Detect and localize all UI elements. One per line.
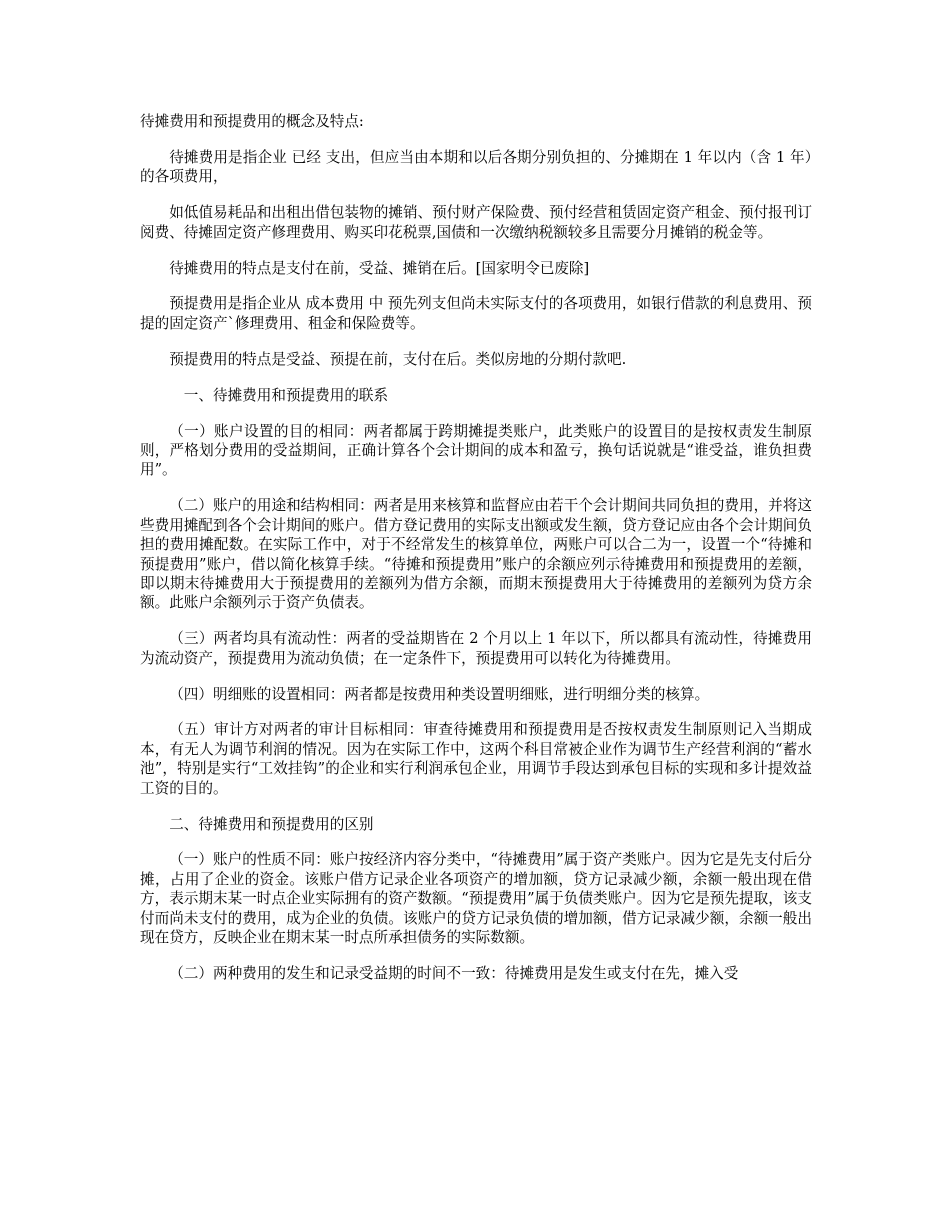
paragraph-accrued-feature: 预提费用的特点是受益、预提在前，支付在后。类似房地的分期付款吧. (169, 350, 627, 368)
paragraph-accrued-definition: 预提费用是指企业从 成本费用 中 预先列支但尚未实际支付的各项费用，如银行借款的利息费用、预提的固定资产`修理费用、租金和保险费等。 (140, 295, 812, 332)
relation-item-5: （五）审计方对两者的审计目标相同：审查待摊费用和预提费用是否按权责发生制原则记入当期成本，有无人为调节利润的情况。因为在实际工作中，这两个科目常被企业作为调节生产经营利润的“蓄水池”，特别是实行“工效挂钩”的企业和实行利润承包企业，用调节手段达到承包目标的实现和多计提效益工资的目的。 (140, 721, 812, 797)
paragraph-prepaid-examples: 如低值易耗品和出租出借包装物的摊销、预付财产保险费、预付经营租赁固定资产租金、预付报刊订阅费、待摊固定资产修理费用、购买印花税票,国债和一次缴纳税额较多且需要分月摊销的税金等。 (140, 204, 812, 241)
document-page (140, 112, 812, 983)
difference-item-1: （一）账户的性质不同：账户按经济内容分类中，“待摊费用”属于资产类账户。因为它是先支付后分摊，占用了企业的资金。该账户借方记录企业各项资产的增加额，贷方记录减少额，余额一般出现在借方，表示期末某一时点企业实际拥有的资产数额。“预提费用”属于负债类账户。因为它是预先提取，该支付而尚未支付的费用，成为企业的负债。该账户的贷方记录负债的增加额，借方记录减少额，余额一般出现在贷方，反映企业在期末某一时点所承担债务的实际数额。 (140, 851, 812, 947)
relation-item-2: （二）账户的用途和结构相同：两者是用来核算和监督应由若干个会计期间共同负担的费用，并将这些费用摊配到各个会计期间的账户。借方登记费用的实际支出额或发生额，贷方登记应由各个会计期间负担的费用摊配数。在实际工作中，对于不经常发生的核算单位，两账户可以合二为一，设置一个“待摊和预提费用”账户，借以简化核算手续。“待摊和预提费用”账户的余额应列示待摊费用和预提费用的差额，即以期末待摊费用大于预提费用的差额列为借方余额，而期末预提费用大于待摊费用的差额列为贷方余额。此账户余额列示于资产负债表。 (140, 497, 812, 612)
difference-item-2: （二）两种费用的发生和记录受益期的时间不一致：待摊费用是发生或支付在先，摊入受 (169, 965, 739, 982)
paragraph-prepaid-feature: 待摊费用的特点是支付在前，受益、摊销在后。[国家明令已废除] (169, 259, 590, 277)
paragraph-prepaid-definition: 待摊费用是指企业 已经 支出，但应当由本期和以后各期分别负担的、分摊期在 1 年以内（含 1 年）的各项费用， (140, 148, 812, 186)
relation-item-3: （三）两者均具有流动性：两者的受益期皆在 2 个月以上 1 年以下，所以都具有流动性，待摊费用为流动资产，预提费用为流动负债；在一定条件下，预提费用可以转化为待摊费用。 (140, 630, 812, 667)
relation-item-4: （四）明细账的设置相同：两者都是按费用种类设置明细账，进行明细分类的核算。 (169, 685, 710, 703)
section-heading-relation: 一、待摊费用和预提费用的联系 (183, 386, 389, 404)
document-title: 待摊费用和预提费用的概念及特点: (140, 113, 364, 130)
relation-item-1: （一）账户设置的目的相同：两者都属于跨期摊提类账户，此类账户的设置目的是按权责发生制原则，严格划分费用的受益期间，正确计算各个会计期间的成本和盈亏，换句话说就是“谁受益，谁负担费用”。 (140, 422, 812, 479)
section-heading-difference: 二、待摊费用和预提费用的区别 (169, 815, 374, 833)
